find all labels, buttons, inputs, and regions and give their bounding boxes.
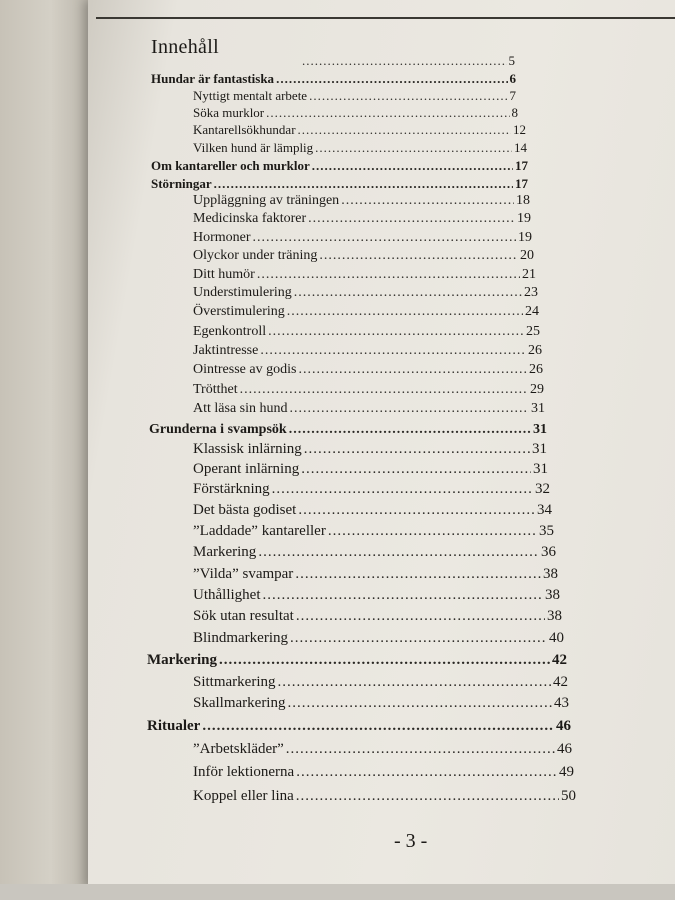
- toc-entry: Förstärkning ..... 32: [193, 481, 550, 501]
- toc-entry: Ditt humör ..... 21: [193, 267, 536, 287]
- toc-entry: Om kantareller och murklor ..... 17: [151, 158, 528, 178]
- toc-entry: Uppläggning av träningen ..... 18: [193, 193, 530, 213]
- toc-entry: Markering ..... 36: [193, 544, 556, 564]
- toc-entry: Ointresse av godis ..... 26: [193, 362, 543, 382]
- toc-entry: Hundar är fantastiska ..... 6: [151, 71, 516, 91]
- toc-entry: Ritualer ..... 46: [147, 718, 571, 738]
- toc-entry: ..... 5: [300, 53, 515, 73]
- toc-entry: Egenkontroll ..... 25: [193, 324, 540, 344]
- toc-entry: Nyttigt mentalt arbete ..... 7: [193, 88, 516, 108]
- toc-entry: Jaktintresse ..... 26: [193, 343, 542, 363]
- toc-entry: Medicinska faktorer ..... 19: [193, 211, 531, 231]
- page-title: Innehåll: [151, 36, 219, 58]
- header-rule: [96, 17, 675, 19]
- toc-entry: Markering ..... 42: [147, 652, 567, 672]
- toc-entry: Understimulering ..... 23: [193, 285, 538, 305]
- toc-entry: Inför lektionerna ..... 49: [193, 764, 574, 784]
- toc-entry: Överstimulering ..... 24: [193, 304, 539, 324]
- toc-entry: Operant inlärning ..... 31: [193, 461, 548, 481]
- toc-entry: Det bästa godiset ..... 34: [193, 502, 552, 522]
- toc-entry: Olyckor under träning ..... 20: [193, 248, 534, 268]
- toc-entry: Koppel eller lina ..... 50: [193, 788, 576, 808]
- toc-entry: Sittmarkering ..... 42: [193, 674, 568, 694]
- toc-entry: Att läsa sin hund ..... 31: [193, 401, 545, 421]
- facing-page-edge: [0, 0, 92, 900]
- toc-entry: Klassisk inlärning ..... 31: [193, 441, 547, 461]
- toc-entry: Skallmarkering ..... 43: [193, 695, 569, 715]
- toc-entry: Hormoner ..... 19: [193, 230, 532, 250]
- toc-entry: Blindmarkering ..... 40: [193, 630, 564, 650]
- toc-entry: Störningar ..... 17: [151, 176, 528, 196]
- toc-entry: Trötthet ..... 29: [193, 382, 544, 402]
- toc-entry: Grunderna i svampsök ..... 31: [149, 422, 547, 442]
- toc-entry: Söka murklor ..... 8: [193, 105, 518, 125]
- toc-entry: Vilken hund är lämplig ..... 14: [193, 140, 527, 160]
- toc-entry: Kantarellsökhundar ..... 12: [193, 122, 526, 142]
- toc-entry: Uthållighet ..... 38: [193, 587, 560, 607]
- toc-entry: ”Arbetskläder” ..... 46: [193, 741, 572, 761]
- toc-entry: Sök utan resultat ..... 38: [193, 608, 562, 628]
- toc-entry: ”Vilda” svampar ..... 38: [193, 566, 558, 586]
- page-number: - 3 -: [394, 830, 428, 852]
- page-bottom-edge: [0, 884, 675, 900]
- toc-entry: ”Laddade” kantareller ..... 35: [193, 523, 554, 543]
